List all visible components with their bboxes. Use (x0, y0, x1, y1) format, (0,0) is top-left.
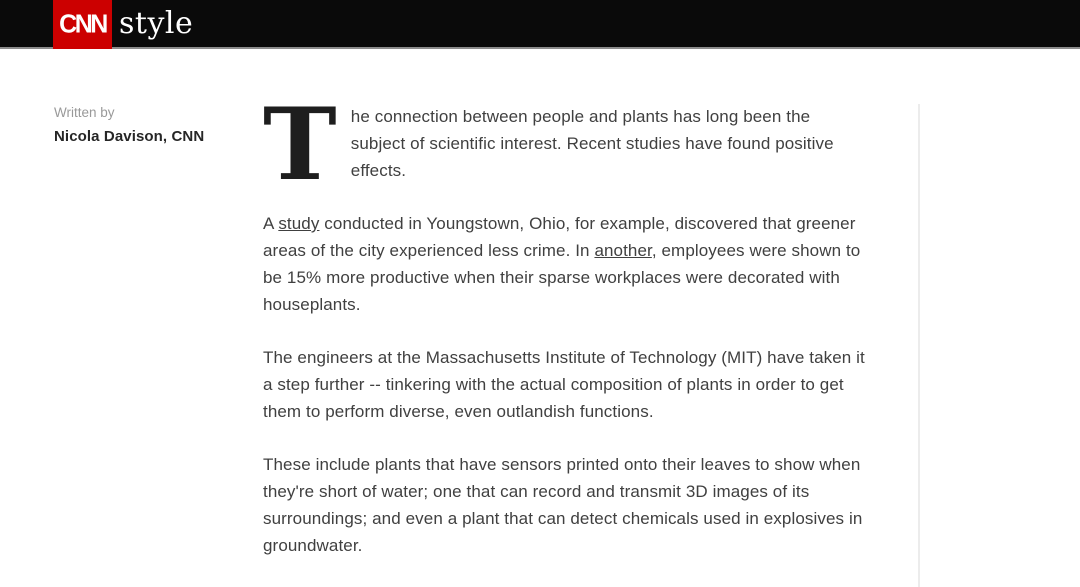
byline (54, 104, 244, 147)
paragraph-1-text: he connection between people and plants has long been the subject of scientific interest. Recent studies have found positive effects. (350, 107, 834, 180)
paragraph-2 (263, 210, 867, 318)
paragraph-4: These include plants that have sensors printed onto their leaves to show when they're short of water; one that can record and transmit 3D images of its surroundings; and even a plant that can detect chemicals used in explosives in groundwater. (263, 455, 863, 555)
cnn-logo[interactable] (53, 0, 112, 49)
cnn-logo-text: CNN (59, 9, 106, 39)
style-wordmark[interactable]: style (119, 6, 194, 41)
paragraph-1 (263, 87, 867, 203)
site-header (0, 0, 1080, 49)
vertical-divider (918, 104, 920, 587)
drop-cap: T (263, 87, 337, 203)
study-link[interactable]: study (278, 214, 320, 233)
written-by-label: Written by (54, 105, 115, 120)
another-study-link[interactable]: another (594, 241, 652, 260)
author-name: Nicola Davison, CNN (54, 128, 205, 145)
paragraph-2-seg2: conducted in Youngstown, Ohio, for example, discovered that greener areas of the city experienced less crime. In (263, 214, 856, 260)
paragraph-3: The engineers at the Massachusetts Institute of Technology (MIT) have taken it a step further -- tinkering with the actual composition of plants in order to get them to perform diverse, even outlandish functions. (263, 348, 865, 421)
article-body (263, 87, 867, 585)
paragraph-2-seg3: , employees were shown to be 15% more productive when their sparse workplaces were decorated with houseplants. (263, 241, 861, 314)
paragraph-2-seg1: A (263, 214, 279, 233)
